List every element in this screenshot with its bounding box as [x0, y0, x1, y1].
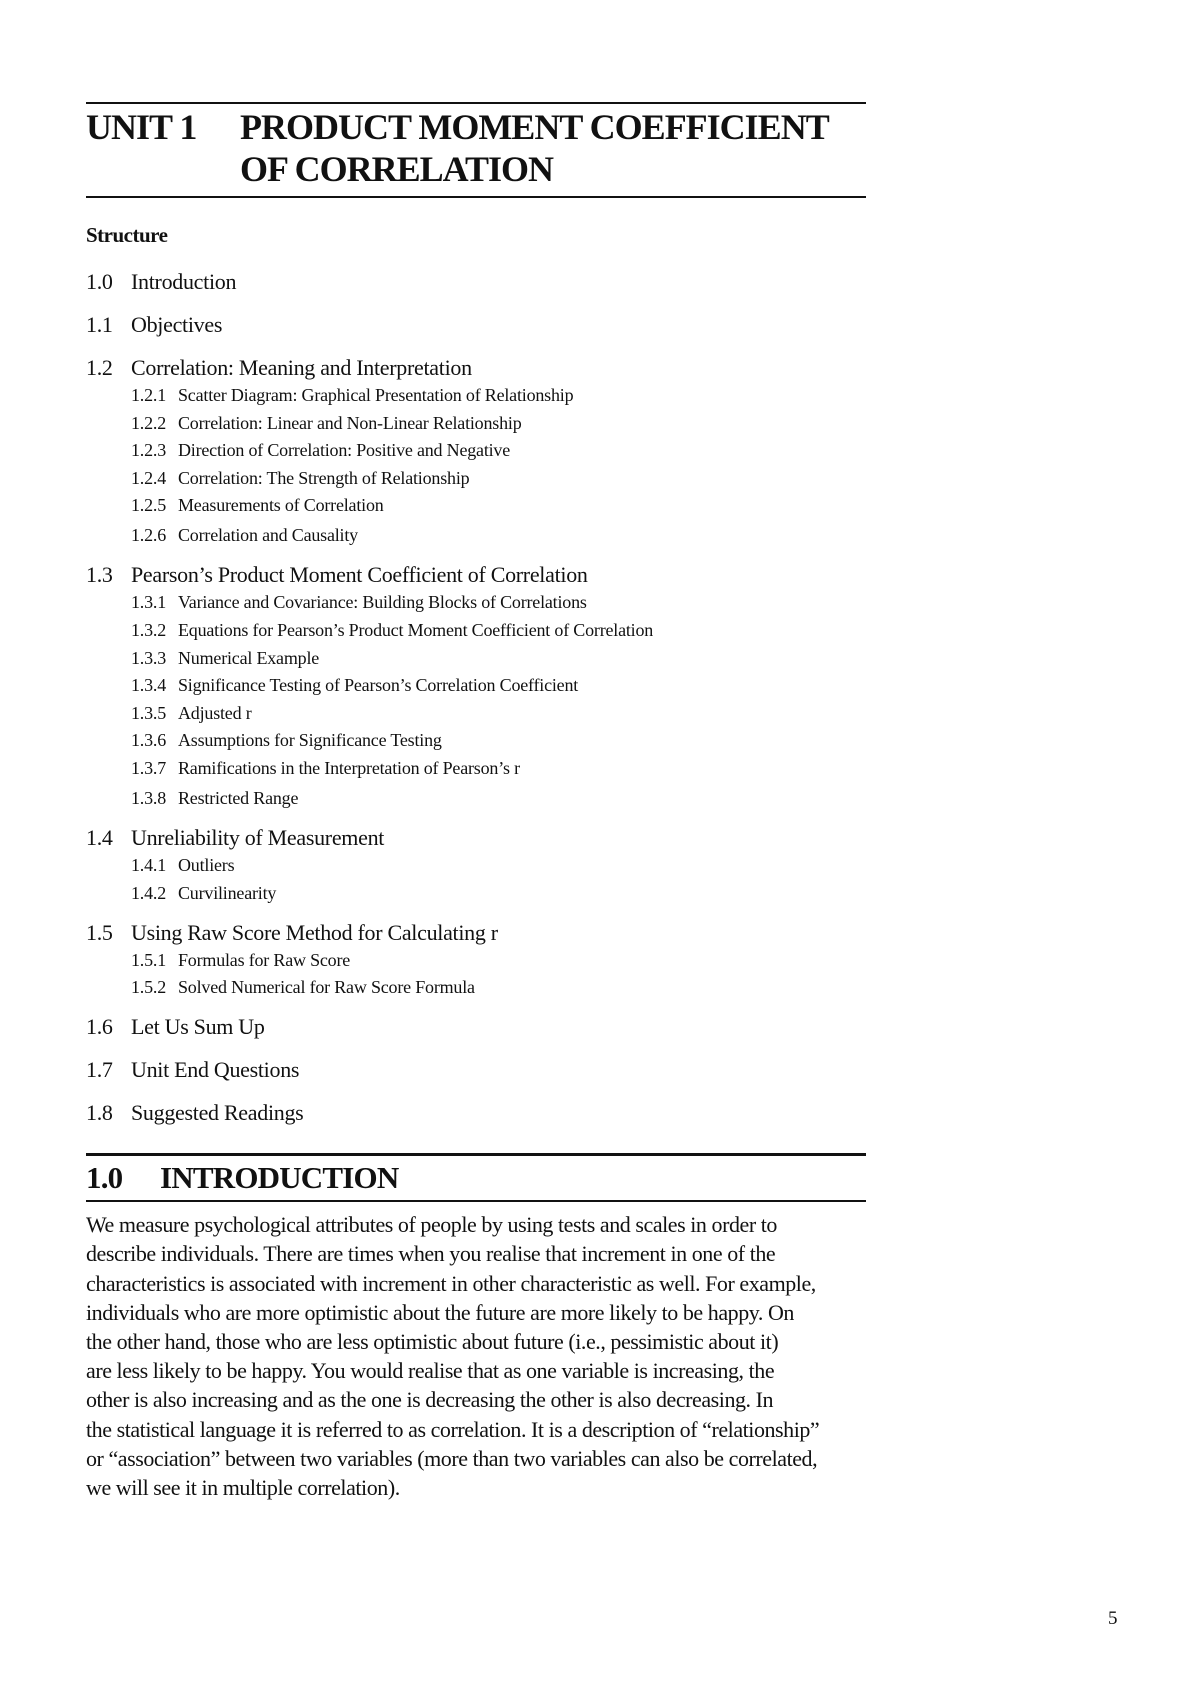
- page-number: 5: [1108, 1608, 1118, 1629]
- unit-title: [240, 106, 866, 190]
- toc-subentry-title: Adjusted r: [178, 702, 252, 723]
- toc-entry: [86, 824, 866, 852]
- toc-entry: [86, 1099, 866, 1127]
- toc-subentry-title: Solved Numerical for Raw Score Formula: [178, 977, 475, 998]
- toc-subentry-number: 1.2.1: [131, 385, 167, 405]
- toc-subentry: [86, 881, 866, 905]
- toc-entry: [86, 561, 866, 589]
- toc-subentry-number: 1.3.4: [131, 675, 167, 696]
- toc-subentry: [86, 673, 866, 697]
- toc-subentry: [86, 438, 866, 462]
- introduction-line: the other hand, those who are less optimistic about future (i.e., pessimistic about it): [86, 1328, 779, 1354]
- toc-entry: [86, 1056, 866, 1084]
- toc-subentry-title: Variance and Covariance: Building Blocks of Correlations: [178, 592, 587, 613]
- toc-subentry: [86, 701, 866, 725]
- toc-subentry-number: 1.2.4: [131, 467, 167, 488]
- toc-subentry-number: 1.3.8: [131, 787, 167, 808]
- structure-heading: Structure: [86, 223, 168, 247]
- toc-entry-number: 1.0: [86, 269, 113, 294]
- section-rule-bottom: [86, 1200, 866, 1202]
- toc-entry-title: Suggested Readings: [131, 1100, 304, 1126]
- toc-subentry: [86, 948, 866, 972]
- toc-entry-title: Let Us Sum Up: [131, 1014, 265, 1040]
- toc-subentry-title: Formulas for Raw Score: [178, 949, 351, 970]
- section-number: 1.0: [86, 1160, 123, 1196]
- toc-subentry: [86, 618, 866, 642]
- toc-subentry: [86, 728, 866, 752]
- toc-subentry-title: Outliers: [178, 854, 235, 875]
- toc-subentry-title: Correlation and Causality: [178, 525, 358, 546]
- toc-entry-title: Pearson’s Product Moment Coefficient of Correlation: [131, 562, 588, 588]
- toc-subentry-number: 1.2.3: [131, 440, 167, 461]
- toc-entry-title: Unit End Questions: [131, 1057, 300, 1083]
- unit-title-line-2: OF CORRELATION: [240, 149, 554, 189]
- toc-subentry: [86, 786, 866, 810]
- toc-subentry-title: Significance Testing of Pearson’s Correlation Coefficient: [178, 675, 579, 696]
- toc-subentry-number: 1.2.2: [131, 412, 167, 433]
- toc-entry: [86, 268, 866, 296]
- toc-subentry: [86, 975, 866, 999]
- toc-subentry: [86, 466, 866, 490]
- unit-label: UNIT 1: [86, 107, 197, 147]
- introduction-line: the statistical language it is referred to as correlation. It is a description of “relationship”: [86, 1416, 820, 1442]
- toc-subentry-number: 1.3.1: [131, 592, 167, 613]
- toc-subentry-title: Equations for Pearson’s Product Moment Coefficient of Correlation: [178, 619, 654, 640]
- introduction-paragraph: [86, 1210, 866, 1502]
- toc-subentry-title: Correlation: Linear and Non-Linear Relationship: [178, 412, 522, 433]
- toc-subentry-title: Measurements of Correlation: [178, 495, 384, 516]
- toc-subentry-title: Direction of Correlation: Positive and Negative: [178, 440, 511, 461]
- introduction-line: other is also increasing and as the one is decreasing the other is also decreasing. In: [86, 1387, 774, 1413]
- toc-entry-number: 1.3: [86, 562, 113, 588]
- toc-entry-number: 1.7: [86, 1057, 113, 1083]
- toc-subentry-title: Numerical Example: [178, 647, 320, 668]
- unit-heading: [86, 104, 866, 196]
- toc-subentry-title: Assumptions for Significance Testing: [178, 730, 442, 751]
- toc-subentry: [86, 493, 866, 517]
- introduction-line: are less likely to be happy. You would realise that as one variable is increasing, the: [86, 1358, 775, 1384]
- toc-subentry-number: 1.3.5: [131, 702, 167, 723]
- introduction-line: describe individuals. There are times when you realise that increment in one of the: [86, 1241, 776, 1267]
- toc-subentry-title: Ramifications in the Interpretation of Pearson’s r: [178, 757, 520, 778]
- toc-subentry: [86, 646, 866, 670]
- toc-subentry-number: 1.3.3: [131, 647, 167, 668]
- unit-heading-rule: [86, 196, 866, 198]
- document-page: [86, 102, 866, 1502]
- toc-entry: [86, 919, 866, 947]
- toc-entry-number: 1.8: [86, 1100, 113, 1126]
- introduction-line: we will see it in multiple correlation).: [86, 1474, 400, 1500]
- toc-subentry: [86, 756, 866, 780]
- toc-subentry-number: 1.4.1: [131, 854, 167, 875]
- introduction-line: individuals who are more optimistic about the future are more likely to be happy. On: [86, 1299, 794, 1325]
- toc-subentry-number: 1.2.6: [131, 525, 167, 546]
- toc-subentry-title: Restricted Range: [178, 787, 299, 808]
- toc-subentry: [86, 383, 866, 407]
- toc-subentry: [86, 853, 866, 877]
- toc-entry: [86, 354, 866, 382]
- table-of-contents: [86, 268, 866, 1127]
- toc-entry-number: 1.5: [86, 919, 113, 945]
- introduction-line: or “association” between two variables (more than two variables can also be correlated,: [86, 1445, 818, 1471]
- toc-entry: [86, 1013, 866, 1041]
- toc-entry-title: Correlation: Meaning and Interpretation: [131, 355, 472, 380]
- toc-entry-title: Unreliability of Measurement: [131, 824, 385, 850]
- toc-subentry-title: Scatter Diagram: Graphical Presentation of Relationship: [178, 385, 574, 405]
- toc-entry-title: Introduction: [131, 269, 237, 294]
- introduction-line: characteristics is associated with increment in other characteristic as well. For example,: [86, 1270, 816, 1296]
- toc-entry-number: 1.4: [86, 824, 113, 850]
- section-title: INTRODUCTION: [160, 1160, 399, 1196]
- toc-subentry: [86, 523, 866, 547]
- toc-subentry-number: 1.4.2: [131, 882, 167, 903]
- introduction-line: We measure psychological attributes of people by using tests and scales in order to: [86, 1212, 777, 1238]
- toc-subentry-number: 1.3.2: [131, 619, 167, 640]
- toc-entry: [86, 311, 866, 339]
- toc-subentry: [86, 411, 866, 435]
- toc-subentry: [86, 590, 866, 614]
- unit-title-line-1: PRODUCT MOMENT COEFFICIENT: [240, 107, 829, 147]
- toc-subentry-number: 1.5.2: [131, 977, 167, 998]
- section-heading: [86, 1156, 866, 1200]
- toc-subentry-title: Curvilinearity: [178, 882, 277, 903]
- toc-subentry-number: 1.2.5: [131, 495, 167, 516]
- toc-entry-title: Objectives: [131, 312, 223, 337]
- toc-entry-number: 1.6: [86, 1014, 113, 1040]
- toc-entry-number: 1.2: [86, 355, 113, 380]
- toc-subentry-title: Correlation: The Strength of Relationship: [178, 467, 470, 488]
- toc-subentry-number: 1.5.1: [131, 949, 167, 970]
- toc-entry-title: Using Raw Score Method for Calculating r: [131, 919, 498, 945]
- toc-subentry-number: 1.3.6: [131, 730, 167, 751]
- toc-entry-number: 1.1: [86, 312, 113, 337]
- toc-subentry-number: 1.3.7: [131, 757, 167, 778]
